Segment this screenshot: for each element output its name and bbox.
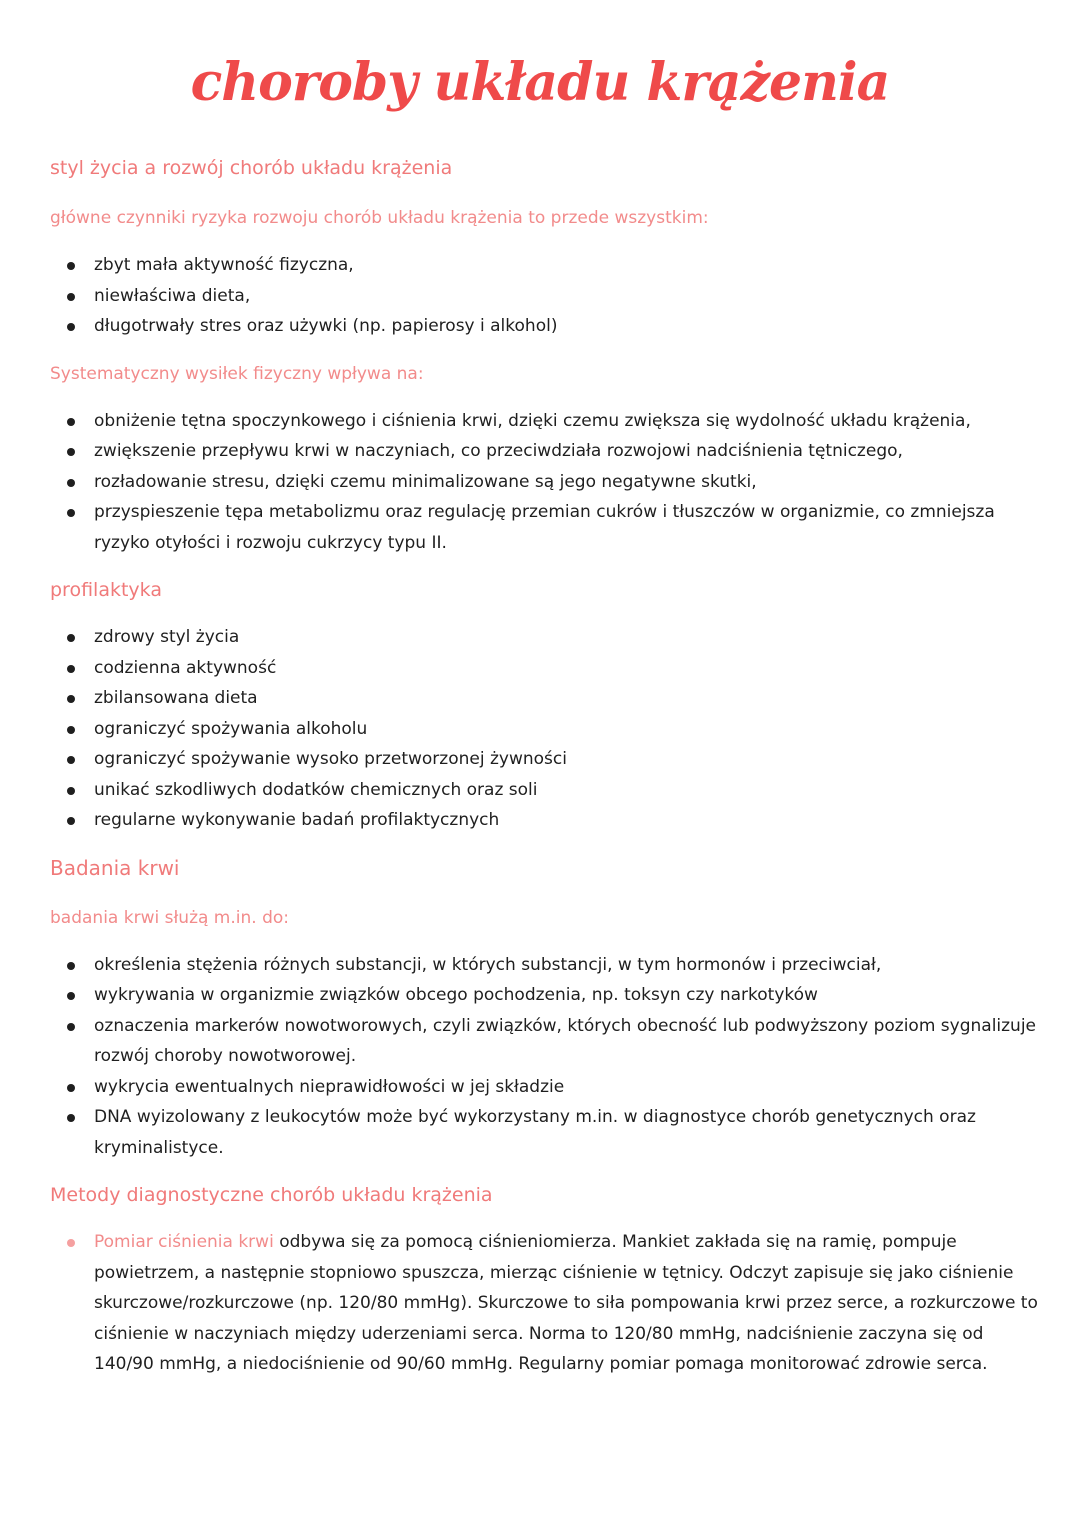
list-item-text: zwiększenie przepływu krwi w naczyniach, co przeciwdziała rozwojowi nadciśnienia tętniczego,	[94, 441, 903, 461]
list-item-text: długotrwały stres oraz używki (np. papierosy i alkohol)	[94, 316, 558, 336]
section-heading-blood-tests: Badania krwi	[50, 855, 180, 880]
list-item-text: zbyt mała aktywność fizyczna,	[94, 255, 354, 275]
bullet-icon	[67, 323, 75, 331]
section-heading-lifestyle: styl życia a rozwój chorób układu krążenia	[50, 157, 453, 179]
exercise-effects-intro: Systematyczny wysiłek fizyczny wpływa na:	[50, 363, 424, 384]
list-item-text: rozładowanie stresu, dzięki czemu minimalizowane są jego negatywne skutki,	[94, 471, 757, 492]
list-item	[50, 311, 1040, 342]
document-content	[50, 150, 1040, 1380]
section-heading-prevention: profilaktyka	[50, 579, 162, 601]
bullet-icon	[67, 665, 75, 673]
bullet-icon	[67, 448, 75, 456]
list-item	[50, 281, 1040, 312]
bullet-icon	[67, 817, 75, 825]
list-item	[50, 1011, 1040, 1072]
list-item-text: oznaczenia markerów nowotworowych, czyli związków, których obecność lub podwyższony poziom sygnalizuje rozwój choroby nowotworowej.	[94, 1015, 1037, 1066]
list-item	[50, 1227, 1040, 1380]
blood-tests-intro: badania krwi służą m.in. do:	[50, 907, 289, 928]
list-item-text: unikać szkodliwych dodatków chemicznych oraz soli	[94, 779, 538, 800]
list-item-text: przyspieszenie tępa metabolizmu oraz regulację przemian cukrów i tłuszczów w organizmie, co zmniejsza ryzyko otyłości i rozwoju cukrzycy typu II.	[94, 502, 995, 553]
list-item-text: wykrycia ewentualnych nieprawidłowości w jej składzie	[94, 1076, 565, 1097]
list-item	[50, 1072, 1040, 1103]
list-item	[50, 497, 1040, 558]
list-item	[50, 653, 1040, 684]
bullet-icon	[67, 726, 75, 734]
list-item	[50, 467, 1040, 498]
risk-factors-list	[50, 250, 1040, 342]
bullet-icon	[67, 634, 75, 642]
blood-tests-list	[50, 950, 1040, 1164]
bullet-icon	[67, 1023, 75, 1031]
list-item-text: wykrywania w organizmie związków obcego pochodzenia, np. toksyn czy narkotyków	[94, 985, 818, 1005]
list-item	[50, 775, 1040, 806]
list-item	[50, 406, 1040, 437]
list-item	[50, 950, 1040, 981]
list-item-text: odbywa się za pomocą ciśnieniomierza. Mankiet zakłada się na ramię, pompuje powietrzem, a następnie stopniowo spuszcza, mierząc ciśnienie w tętnicy. Odczyt zapisuje się jako ciśnienie skurczowe/rozkurczowe (np. 120/80 mmHg). Skurczowe to siła pompowania krwi przez serce, a rozkurczowe to ciśnienie w naczyniach między uderzeniami serca. Norma to 120/80 mmHg, nadciśnienie zaczyna się od 140/90 mmHg, a niedociśnienie od 90/60 mmHg. Regularny pomiar pomaga monitorować zdrowie serca.	[94, 1232, 1038, 1374]
bullet-icon	[67, 1239, 75, 1247]
list-item	[50, 980, 1040, 1011]
list-item-text: określenia stężenia różnych substancji, w których substancji, w tym hormonów i przeciwciał,	[94, 954, 882, 975]
bullet-icon	[67, 695, 75, 703]
exercise-effects-list	[50, 406, 1040, 559]
list-item	[50, 622, 1040, 653]
list-item	[50, 436, 1040, 467]
list-item-text: regularne wykonywanie badań profilaktycznych	[94, 810, 500, 830]
list-item	[50, 683, 1040, 714]
list-item	[50, 744, 1040, 775]
bullet-icon	[67, 787, 75, 795]
bullet-icon	[67, 509, 75, 517]
list-item	[50, 714, 1040, 745]
bullet-icon	[67, 293, 75, 301]
diagnostics-list	[50, 1227, 1040, 1380]
bullet-icon	[67, 1084, 75, 1092]
list-item-text: zdrowy styl życia	[94, 627, 240, 647]
section-heading-diagnostics: Metody diagnostyczne chorób układu krążenia	[50, 1184, 493, 1206]
bullet-icon	[67, 962, 75, 970]
list-item-text: ograniczyć spożywanie wysoko przetworzonej żywności	[94, 749, 567, 769]
bullet-icon	[67, 418, 75, 426]
list-item	[50, 1102, 1040, 1163]
bullet-icon	[67, 479, 75, 487]
bullet-icon	[67, 756, 75, 764]
list-item	[50, 250, 1040, 281]
bullet-icon	[67, 262, 75, 270]
list-item-text: ograniczyć spożywania alkoholu	[94, 718, 368, 739]
list-item-text: niewłaściwa dieta,	[94, 285, 251, 306]
list-item-text: obniżenie tętna spoczynkowego i ciśnienia krwi, dzięki czemu zwiększa się wydolność układu krążenia,	[94, 410, 971, 431]
list-item	[50, 805, 1040, 836]
list-item-text: zbilansowana dieta	[94, 688, 258, 708]
bullet-icon	[67, 992, 75, 1000]
list-item-text: DNA wyizolowany z leukocytów może być wykorzystany m.in. w diagnostyce chorób genetycznych oraz kryminalistyce.	[94, 1107, 976, 1158]
page-title: choroby układu krążenia	[190, 52, 890, 113]
blood-pressure-highlight: Pomiar ciśnienia krwi	[94, 1232, 274, 1252]
bullet-icon	[67, 1114, 75, 1122]
prevention-list	[50, 622, 1040, 836]
risk-factors-intro: główne czynniki ryzyka rozwoju chorób układu krążenia to przede wszystkim:	[50, 208, 709, 228]
list-item-text: codzienna aktywność	[94, 657, 277, 678]
